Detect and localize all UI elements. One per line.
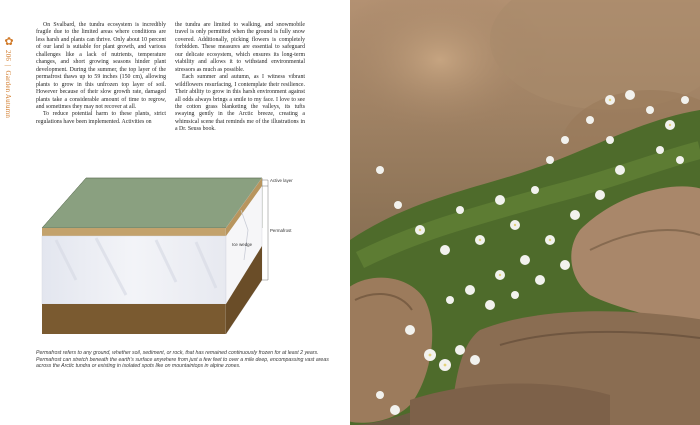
bedrock-soil	[42, 304, 226, 334]
text-column-1	[36, 22, 166, 126]
label-permafrost: Permafrost	[270, 228, 292, 233]
flower-icon: ✿	[4, 35, 14, 48]
text-column-2	[175, 22, 305, 134]
paragraph: Each summer and autumn, as I witness vibrant wildflowers resurfacing, I contemplate their resilience. Their ability to grow in this harsh environment against all odds always brings a smile to my face. I love to see the cotton grass blanketing the valleys, its tufts swaying gently in the Arctic breeze, creating a whimsical scene that reminds me of the illustrations in a Dr. Seuss book.	[175, 74, 305, 133]
folio	[3, 36, 15, 136]
page-number: 206	[4, 50, 12, 62]
tundra-surface	[42, 178, 262, 228]
photo-illustration	[350, 0, 700, 425]
paragraph: the tundra are limited to walking, and snowmobile travel is only permitted when the ground is fully snow covered. Additionally, picking flowers is completely forbidden. These measures are essential to safeguard our delicate ecosystem, which ensures its long-term viability and allows it to withstand environmental stressors as much as possible.	[175, 22, 305, 73]
permafrost-block	[36, 170, 336, 340]
label-ice-wedge: Ice wedge	[232, 242, 253, 247]
wildflower-photo	[350, 0, 700, 425]
label-active-layer: Active layer	[270, 178, 293, 183]
section-title: Garden Autumn	[4, 70, 12, 119]
permafrost-diagram	[36, 170, 336, 340]
paragraph: To reduce potential harm to these plants, strict regulations have been implemented. Activities on	[36, 111, 166, 125]
paragraph: On Svalbard, the tundra ecosystem is incredibly fragile due to the limited areas where conditions are less harsh and plants can thrive. Only about 10 percent of our land is suitable for plant growth, and various challenges like a lack of nutrients, temperature changes, and short growing seasons hinder plant development. During the summer, the top layer of the permafrost thaws up to 59 inches (150 cm), allowing plants to grow in this unfrozen top layer of soil. However because of their slow growth rate, damaged plants take a considerable amount of time to regrow, and sometimes they may not recover at all.	[36, 22, 166, 110]
active-layer	[42, 228, 226, 236]
diagram-caption: Permafrost refers to any ground, whether soil, sediment, or rock, that has remained continuously frozen for at least 2 years. Permafrost can stretch beneath the earth's surface anywhere from just a few feet to over a mile deep, encompassing vast areas across the Arctic tundra or existing in isolated spots like on mountaintops in alpine zones.	[36, 350, 329, 370]
folio-text: 206 | Garden Autumn	[4, 50, 12, 119]
